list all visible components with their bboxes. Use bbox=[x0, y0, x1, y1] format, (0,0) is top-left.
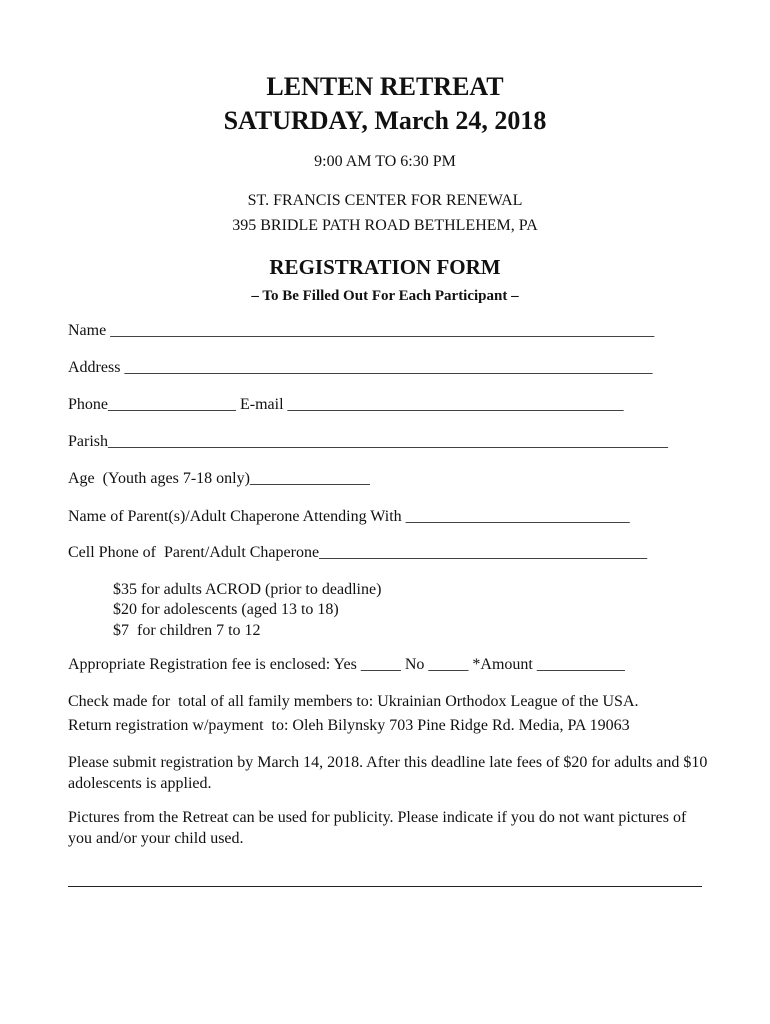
address-field[interactable]: Address __________________________________________________________________ bbox=[68, 359, 653, 376]
event-time: 9:00 AM TO 6:30 PM bbox=[314, 153, 456, 170]
venue-name: ST. FRANCIS CENTER FOR RENEWAL bbox=[247, 192, 523, 209]
phone-email-field[interactable]: Phone________________ E-mail __________________________________________ bbox=[68, 396, 624, 413]
event-title: LENTEN RETREAT bbox=[266, 72, 504, 101]
parent-phone-field[interactable]: Cell Phone of Parent/Adult Chaperone_________________________________________ bbox=[68, 544, 648, 561]
return-address-text: Return registration w/payment to: Oleh Bilynsky 703 Pine Ridge Rd. Media, PA 19063 bbox=[68, 717, 630, 734]
deadline-text: Please submit registration by March 14, 2018. After this deadline late fees of $20 for adults and $10 adolescents is applied. bbox=[68, 754, 708, 792]
check-payable-text: Check made for total of all family members to: Ukrainian Orthodox League of the USA. bbox=[68, 693, 639, 710]
fee-children: $7 for children 7 to 12 bbox=[113, 622, 261, 639]
age-field[interactable]: Age (Youth ages 7-18 only)_______________ bbox=[68, 470, 370, 487]
fee-adults: $35 for adults ACROD (prior to deadline) bbox=[113, 581, 382, 598]
fee-enclosed-field[interactable]: Appropriate Registration fee is enclosed: Yes _____ No _____ *Amount ___________ bbox=[68, 656, 625, 673]
parish-field[interactable]: Parish______________________________________________________________________ bbox=[68, 433, 668, 450]
pictures-consent-text: Pictures from the Retreat can be used for publicity. Please indicate if you do not want pictures of you and/or your child used. bbox=[68, 809, 687, 847]
venue-address: 395 BRIDLE PATH ROAD BETHLEHEM, PA bbox=[232, 217, 538, 234]
signature-line[interactable] bbox=[68, 886, 702, 887]
form-subtitle: – To Be Filled Out For Each Participant – bbox=[251, 288, 519, 304]
fee-adolescents: $20 for adolescents (aged 13 to 18) bbox=[113, 601, 339, 618]
parent-name-field[interactable]: Name of Parent(s)/Adult Chaperone Attending With ____________________________ bbox=[68, 508, 630, 525]
form-title: REGISTRATION FORM bbox=[269, 255, 501, 279]
event-date: SATURDAY, March 24, 2018 bbox=[223, 106, 547, 135]
name-field[interactable]: Name ____________________________________________________________________ bbox=[68, 322, 655, 339]
